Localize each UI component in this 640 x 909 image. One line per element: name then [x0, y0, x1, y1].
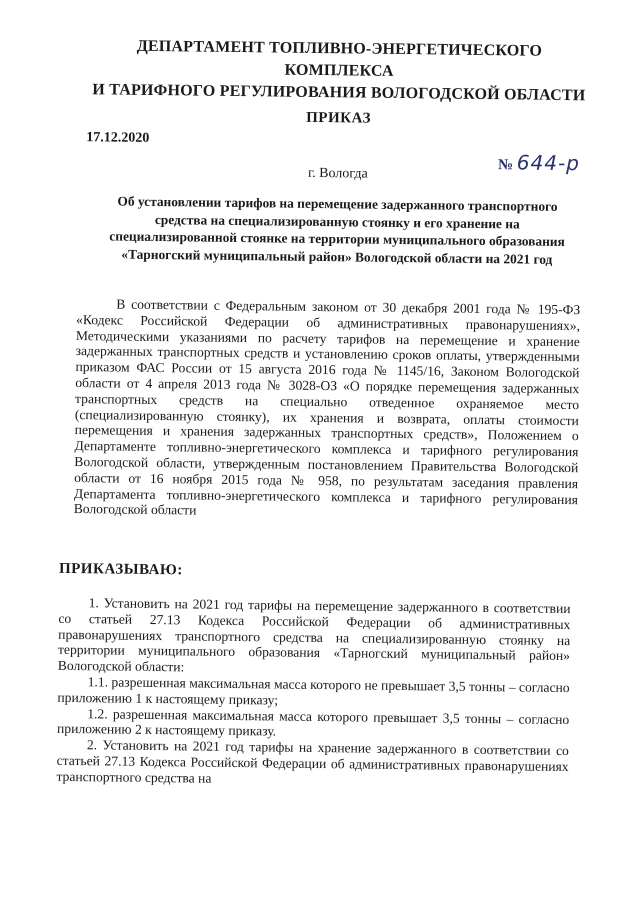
number-sign: №	[497, 157, 514, 174]
order-items	[56, 595, 570, 791]
department-line-2: И ТАРИФНОГО РЕГУЛИРОВАНИЯ ВОЛОГОДСКОЙ ОБЛАСТИ	[92, 81, 586, 105]
order-item: 1. Установить на 2021 год тарифы на перемещение задержанного в соответствии со статьей 27.13 Кодекса Российской Федерации об административных правонарушениях транспортного средства на специализированную стоянку на территории муниципального образования «Тарногский муниципальный район» Вологодской области:	[57, 595, 571, 675]
order-item: 2. Установить на 2021 год тарифы на хранение задержанного в соответствии со статьей 27.13 Кодекса Российской Федерации об административных правонарушениях транспортного средства на	[56, 737, 569, 786]
order-subject: Об установлении тарифов на перемещение задержанного транспортного средства на специализированную стоянку и его хранение на специализированной стоянке на территории муниципального образования «Тарногский муниципальный район» Вологодской области на 2021 год	[109, 193, 565, 267]
order-city: г. Вологда	[307, 165, 368, 182]
preamble	[74, 296, 581, 523]
decree-word: ПРИКАЗЫВАЮ:	[58, 560, 183, 579]
order-item: 1.2. разрешенная максимальная масса которого превышает 3,5 тонны – согласно приложению 2 к настоящему приказу.	[56, 705, 570, 739]
order-item: 1.1. разрешенная максимальная масса которого не превышает 3,5 тонны – согласно приложению 1 к настоящему приказу;	[57, 674, 570, 708]
order-date: 17.12.2020	[86, 130, 150, 146]
department-line-1: ДЕПАРТАМЕНТ ТОПЛИВНО-ЭНЕРГЕТИЧЕСКОГО КОМПЛЕКСА	[136, 37, 543, 80]
preamble-paragraph: В соответствии с Федеральным законом от 30 декабря 2001 года № 195-ФЗ «Кодекс Российской Федерации об административных правонарушениях», Методическими указаниями по расчету тарифов на перемещение и хранение задержанных транспортных средств и установлению сроков оплаты, утвержденными приказом ФАС России от 15 августа 2016 года № 1145/16, Законом Вологодской области от 4 апреля 2013 года № 3028-ОЗ «О порядке перемещения задержанных транспортных средств на специально отведенное охраняемое место (специализированную стоянку), их хранения и возврата, оплаты стоимости перемещения и хранения задержанных транспортных средств», Положением о Департаменте топливно-энергетического комплекса и тарифного регулирования Вологодской области, утвержденным постановлением Правительства Вологодской области от 16 ноября 2015 года № 958, по результатам заседания правления Департамента топливно-энергетического комплекса и тарифного регулирования Вологодской области	[73, 296, 581, 518]
order-title: ПРИКАЗ	[306, 109, 372, 127]
department-heading	[89, 35, 590, 107]
handwritten-number: 644-р	[516, 150, 581, 176]
